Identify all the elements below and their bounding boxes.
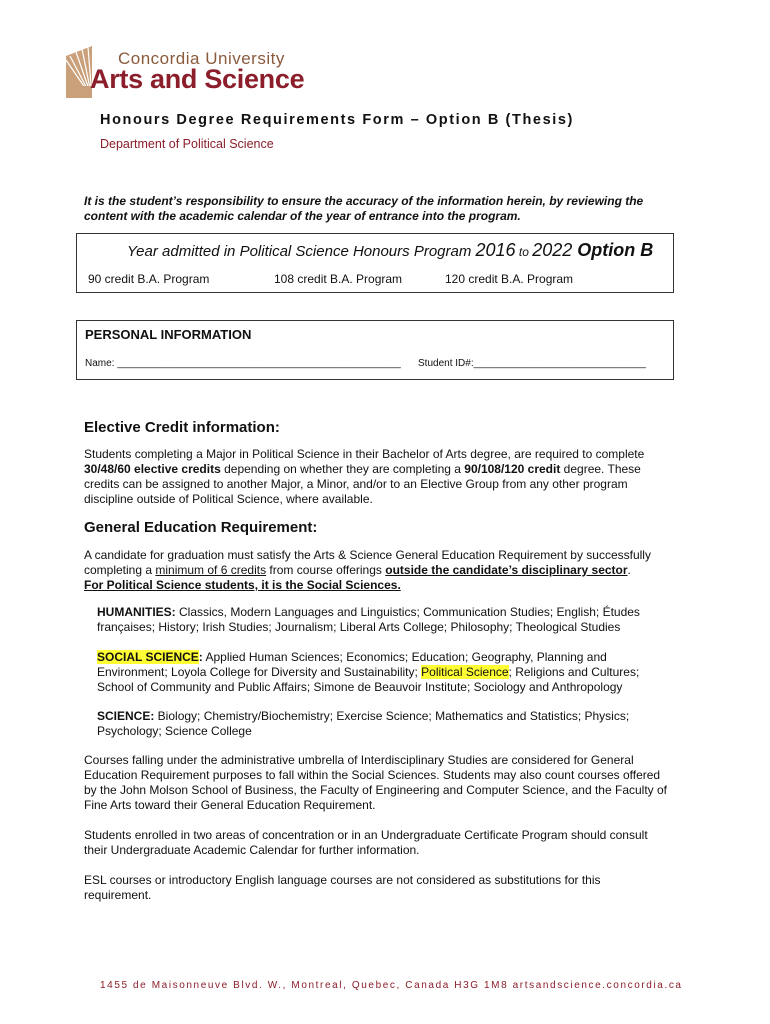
esl-paragraph: ESL courses or introductory English language courses are not considered as substitutions for this requirement. [84, 873, 601, 902]
personal-information-box [76, 320, 674, 380]
social-science-label: SOCIAL SCIENCE [97, 650, 199, 664]
logo-faculty-name: Arts and Science [90, 64, 305, 94]
disclaimer-text: It is the student’s responsibility to ensure the accuracy of the information herein, by reviewing the content with the academic calendar of the year of entrance into the program. [84, 194, 644, 223]
political-science-highlight: Political Science [421, 665, 509, 679]
year-admitted-line [127, 240, 653, 261]
elective-credit-heading: Elective Credit information: [84, 419, 280, 436]
program-year-box [76, 233, 674, 293]
year-end[interactable]: 2022 [532, 240, 573, 260]
option-label: Option B [572, 240, 654, 260]
interdisciplinary-paragraph: Courses falling under the administrative umbrella of Interdisciplinary Studies are considered for General Education Requirement purposes to fall within the Social Sciences. Students may also count courses offered by the John Molson School of Business, the Faculty of Engineering and Computer Science, and the Faculty of Fine Arts toward their General Education Requirement. [84, 753, 668, 812]
year-prefix: Year admitted in Political Science Honours Program [127, 243, 476, 260]
humanities-paragraph: HUMANITIES: Classics, Modern Languages and Linguistics; Communication Studies; English; Études françaises; History; Irish Studies; Journalism; Liberal Arts College; Philosophy; Theological Studies [97, 605, 640, 634]
logo-university-name: Concordia University [118, 49, 285, 68]
general-education-paragraph: A candidate for graduation must satisfy the Arts & Science General Education Requirement by successfully completing a minimum of 6 credits from course offerings outside the candidate’s disciplinary sector. For Political Science students, it is the Social Sciences. [84, 548, 651, 592]
name-field[interactable]: Name: ___________________________________________________ [85, 358, 401, 369]
social-science-paragraph: SOCIAL SCIENCE: Applied Human Sciences; Economics; Education; Geography, Planning and Environment; Loyola College for Diversity and Sustainability; Political Science; Religions and Cultures; School of Community and Public Affairs; Simone de Beauvoir Institute; Sociology and Anthropology [97, 650, 640, 694]
student-id-field[interactable]: Student ID#:_______________________________ [418, 358, 646, 369]
program-90-credit[interactable]: 90 credit B.A. Program [88, 272, 210, 286]
form-title: Honours Degree Requirements Form – Option B (Thesis) [100, 112, 574, 128]
year-start[interactable]: 2016 [475, 240, 516, 260]
general-education-heading: General Education Requirement: [84, 519, 318, 536]
program-120-credit[interactable]: 120 credit B.A. Program [445, 272, 574, 286]
year-to: to [515, 245, 533, 259]
personal-information-heading: PERSONAL INFORMATION [85, 327, 252, 342]
department-name: Department of Political Science [100, 137, 274, 151]
program-108-credit[interactable]: 108 credit B.A. Program [274, 272, 403, 286]
concentration-paragraph: Students enrolled in two areas of concentration or in an Undergraduate Certificate Program should consult their Undergraduate Academic Calendar for further information. [84, 828, 648, 857]
science-paragraph: SCIENCE: Biology; Chemistry/Biochemistry; Exercise Science; Mathematics and Statistics; Physics; Psychology; Science College [97, 709, 630, 738]
footer-address: 1455 de Maisonneuve Blvd. W., Montreal, Quebec, Canada H3G 1M8 artsandscience.concordia.ca [100, 980, 683, 991]
elective-credit-paragraph: Students completing a Major in Political Science in their Bachelor of Arts degree, are required to complete 30/48/60 elective credits depending on whether they are completing a 90/108/120 credit degree. These credits can be assigned to another Major, a Minor, and/or to an Elective Group from any other program discipline outside of Political Science, where available. [84, 447, 645, 506]
